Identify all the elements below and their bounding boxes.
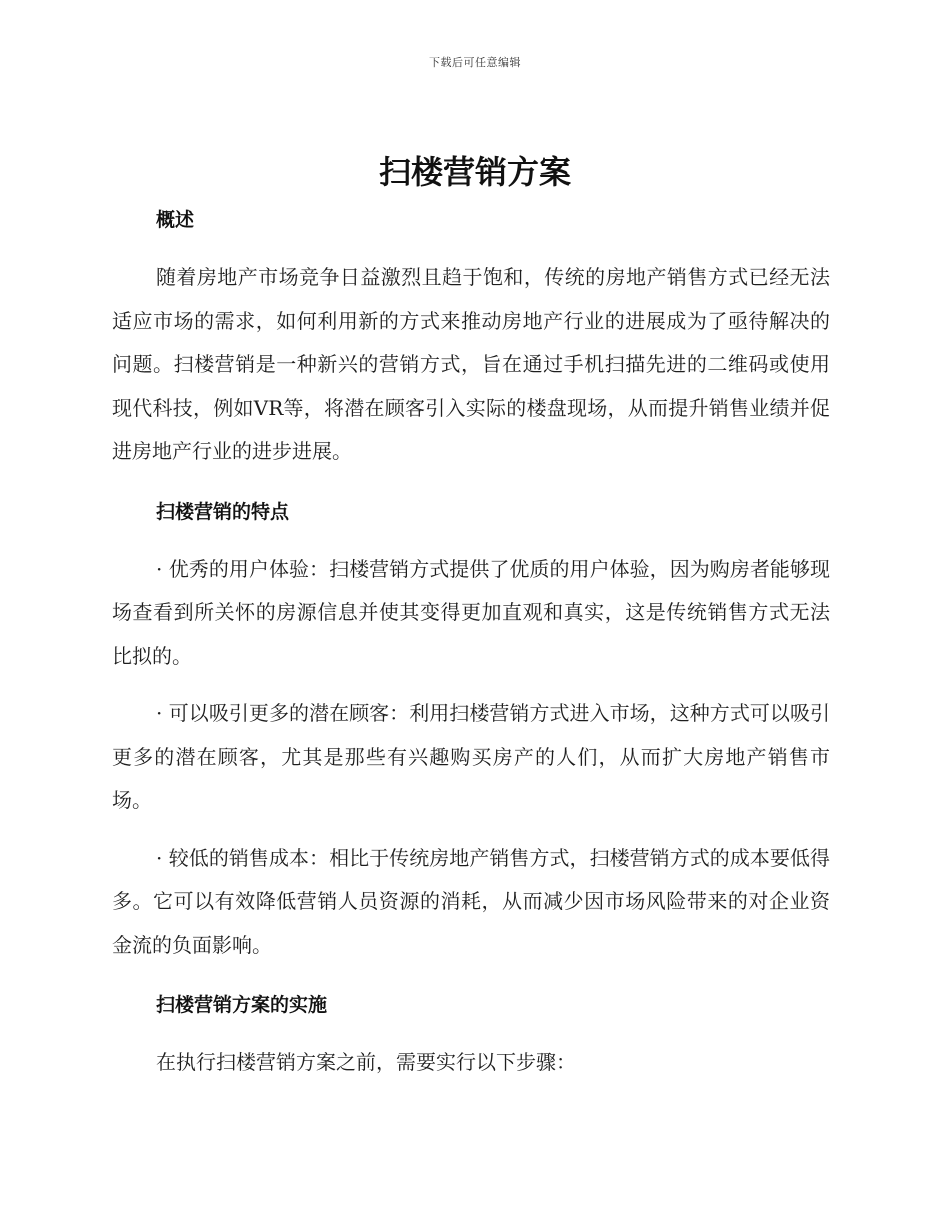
implementation-paragraph: 在执行扫楼营销方案之前，需要实行以下步骤： bbox=[156, 1050, 576, 1074]
section-heading-overview: 概述 bbox=[156, 209, 195, 231]
section-heading-features: 扫楼营销的特点 bbox=[156, 500, 290, 523]
feature-item-user-experience: · 优秀的用户体验：扫楼营销方式提供了优质的用户体验，因为购房者能够现场查看到所关怀的房源信息并使其变得更加直观和真实，这是传统销售方式无法比拟的。 bbox=[112, 556, 830, 668]
document-body bbox=[112, 202, 830, 1099]
overview-paragraph: 随着房地产市场竞争日益激烈且趋于饱和，传统的房地产销售方式已经无法适应市场的需求，如何利用新的方式来推动房地产行业的进展成为了亟待解决的问题。扫楼营销是一种新兴的营销方式，旨在通过手机扫描先进的二维码或使用现代科技，例如VR等，将潜在顾客引入实际的楼盘现场，从而提升销售业绩并促进房地产行业的进步进展。 bbox=[112, 265, 830, 463]
feature-item-lower-cost: · 较低的销售成本：相比于传统房地产销售方式，扫楼营销方式的成本要低得多。它可以有效降低营销人员资源的消耗，从而减少因市场风险带来的对企业资金流的负面影响。 bbox=[112, 845, 830, 957]
feature-item-more-customers: · 可以吸引更多的潜在顾客：利用扫楼营销方式进入市场，这种方式可以吸引更多的潜在顾客，尤其是那些有兴趣购买房产的人们，从而扩大房地产销售市场。 bbox=[112, 701, 830, 812]
section-heading-implementation: 扫楼营销方案的实施 bbox=[156, 994, 328, 1016]
header-note: 下载后可任意编辑 bbox=[429, 56, 521, 69]
document-title: 扫楼营销方案 bbox=[378, 153, 571, 191]
